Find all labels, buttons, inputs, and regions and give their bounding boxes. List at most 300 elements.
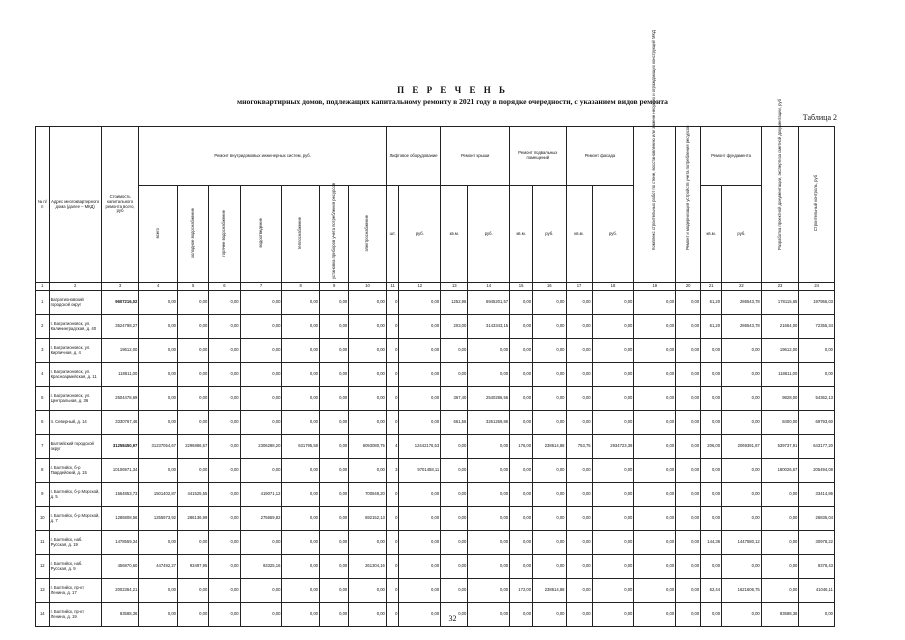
sub-header: кв.м. — [441, 186, 468, 283]
value-cell: 0,00 — [349, 363, 387, 387]
value-cell: 0,00 — [510, 603, 533, 627]
value-cell: 0,00 — [761, 531, 799, 555]
value-cell: 203,00 — [441, 315, 468, 339]
header-walls-text: Комплекс строительных работ по стене, восстановлению или замене несущих и ограждающих конструкций МКД — [651, 29, 657, 250]
value-cell: 72355,34 — [799, 315, 835, 339]
sub-header: шт. — [386, 186, 399, 283]
address-cell: п. Северный, д. 14 — [49, 411, 101, 435]
value-cell: 1286808,56 — [101, 507, 139, 531]
col-number: 17 — [566, 283, 592, 291]
value-cell: 0,00 — [282, 579, 320, 603]
value-cell: 0,00 — [566, 315, 592, 339]
address-cell: г. Балтийск, наб. Русская, д. 19 — [49, 531, 101, 555]
value-cell: 180026,67 — [761, 459, 799, 483]
col-number: 19 — [634, 283, 676, 291]
value-cell: 238614,88 — [533, 579, 566, 603]
value-cell: 0,00 — [701, 387, 722, 411]
value-cell: 0,00 — [799, 603, 835, 627]
value-cell: 0,00 — [761, 483, 799, 507]
col-number: 2 — [49, 283, 101, 291]
sub-header: кв.м. — [701, 186, 722, 283]
value-cell: 0,00 — [139, 531, 178, 555]
value-cell: 286543,78 — [722, 291, 762, 315]
value-cell: 0,00 — [533, 483, 566, 507]
header-row-sub — [36, 186, 835, 283]
col-number: 24 — [799, 283, 835, 291]
value-cell: 286543,78 — [722, 315, 762, 339]
value-cell: 1255973,92 — [139, 507, 178, 531]
value-cell: 0,00 — [399, 483, 441, 507]
sub-header: кв.м. — [566, 186, 592, 283]
value-cell: 0,00 — [676, 363, 701, 387]
value-cell: 0,00 — [282, 291, 320, 315]
value-cell: 0 — [386, 315, 399, 339]
value-cell: 0,00 — [139, 459, 178, 483]
value-cell: 0,00 — [468, 459, 510, 483]
table-body — [36, 291, 835, 627]
value-cell: 1252,96 — [441, 291, 468, 315]
header-cost: Стоимость капитального ремонта всего, руб — [101, 127, 139, 283]
value-cell: 0,00 — [799, 363, 835, 387]
value-cell: 0,00 — [701, 411, 722, 435]
value-cell: 0,00 — [566, 603, 592, 627]
value-cell: 0,00 — [722, 363, 762, 387]
value-cell: 0,00 — [566, 411, 592, 435]
value-cell: 0,00 — [349, 531, 387, 555]
value-cell: 0,00 — [349, 579, 387, 603]
sub-header-text: водоотведение — [257, 218, 263, 248]
value-cell: 0,00 — [177, 339, 208, 363]
value-cell: 0,00 — [592, 291, 634, 315]
value-cell: 0,00 — [240, 459, 282, 483]
value-cell: 0,00 — [282, 459, 320, 483]
value-cell: 0,00 — [349, 411, 387, 435]
value-cell: 447492,27 — [139, 555, 178, 579]
value-cell: 61,20 — [701, 315, 722, 339]
value-cell: 0,00 — [349, 603, 387, 627]
col-number: 7 — [240, 283, 282, 291]
value-cell: 0,00 — [676, 459, 701, 483]
value-cell: 0,00 — [701, 363, 722, 387]
value-cell: 0,00 — [566, 507, 592, 531]
col-number: 14 — [468, 283, 510, 291]
value-cell: 3 — [386, 459, 399, 483]
value-cell: 0,00 — [209, 579, 240, 603]
value-cell: 176,00 — [510, 435, 533, 459]
value-cell: 30978,22 — [799, 531, 835, 555]
header-foundation: Ремонт фундамента — [701, 127, 762, 186]
value-cell: 1501402,87 — [139, 483, 178, 507]
value-cell: 144,36 — [701, 531, 722, 555]
value-cell: 0,00 — [722, 459, 762, 483]
col-number: 8 — [282, 283, 320, 291]
sub-header: руб. — [399, 186, 441, 283]
col-number: 13 — [441, 283, 468, 291]
value-cell: 261304,16 — [349, 555, 387, 579]
value-cell: 41046,11 — [799, 579, 835, 603]
value-cell: 0,00 — [399, 579, 441, 603]
value-cell: 0,00 — [240, 363, 282, 387]
value-cell: 0,00 — [349, 459, 387, 483]
value-cell: 0,00 — [566, 555, 592, 579]
row-number-cell: 4 — [36, 363, 50, 387]
value-cell: 0,00 — [240, 531, 282, 555]
value-cell: 0,00 — [320, 363, 349, 387]
value-cell: 2296886,57 — [177, 435, 208, 459]
row-number-cell: 11 — [36, 531, 50, 555]
value-cell: 0,00 — [441, 459, 468, 483]
table-row — [36, 411, 835, 435]
value-cell: 0,00 — [761, 555, 799, 579]
value-cell: 0,00 — [282, 315, 320, 339]
sub-header — [209, 186, 240, 283]
value-cell: 0,00 — [320, 339, 349, 363]
value-cell: 0,00 — [701, 507, 722, 531]
value-cell: 33414,86 — [799, 483, 835, 507]
value-cell: 0,00 — [399, 603, 441, 627]
address-cell: г. Балтийск, б-р Морской, д. 7 — [49, 507, 101, 531]
value-cell: 0,00 — [634, 483, 676, 507]
value-cell: 0,00 — [209, 315, 240, 339]
value-cell: 0,00 — [177, 459, 208, 483]
col-number: 5 — [177, 283, 208, 291]
value-cell: 0,00 — [533, 339, 566, 363]
table-row — [36, 387, 835, 411]
value-cell: 0,00 — [320, 555, 349, 579]
value-cell: 1564853,73 — [101, 483, 139, 507]
value-cell: 0,00 — [399, 555, 441, 579]
value-cell: 0,00 — [209, 483, 240, 507]
value-cell: 1478559,34 — [101, 531, 139, 555]
value-cell: 0,00 — [634, 603, 676, 627]
sub-header — [177, 186, 208, 283]
value-cell: 0,00 — [320, 603, 349, 627]
value-cell: 0,00 — [676, 531, 701, 555]
value-cell: 93325,16 — [240, 555, 282, 579]
value-cell: 0,00 — [533, 555, 566, 579]
col-number: 10 — [349, 283, 387, 291]
row-number-cell: 14 — [36, 603, 50, 627]
address-cell: Балтийский городской округ — [49, 435, 101, 459]
value-cell: 0,00 — [592, 507, 634, 531]
col-number: 3 — [101, 283, 139, 291]
row-number-cell: 9 — [36, 483, 50, 507]
value-cell: 0,00 — [139, 603, 178, 627]
value-cell: 0,00 — [139, 363, 178, 387]
value-cell: 0,00 — [320, 459, 349, 483]
value-cell: 0,00 — [399, 291, 441, 315]
value-cell: 753,75 — [566, 435, 592, 459]
value-cell: 0,00 — [240, 387, 282, 411]
value-cell: 286136,99 — [177, 507, 208, 531]
value-cell: 0,00 — [533, 315, 566, 339]
header-meters-text: Ремонт и модернизация устройств учета потребления ресурсов — [684, 125, 690, 250]
value-cell: 0,00 — [349, 387, 387, 411]
value-cell: 2934723,39 — [592, 435, 634, 459]
value-cell: 0,00 — [761, 579, 799, 603]
value-cell: 0,00 — [209, 363, 240, 387]
value-cell: 206,00 — [701, 435, 722, 459]
value-cell: 0,00 — [634, 339, 676, 363]
value-cell: 0,00 — [634, 531, 676, 555]
value-cell: 238614,88 — [533, 435, 566, 459]
value-cell: 700848,20 — [349, 483, 387, 507]
value-cell: 197956,03 — [799, 291, 835, 315]
value-cell: 0,00 — [701, 555, 722, 579]
sub-header — [349, 186, 387, 283]
value-cell: 0,00 — [177, 291, 208, 315]
sub-header: руб. — [533, 186, 566, 283]
value-cell: 0,00 — [139, 315, 178, 339]
value-cell: 0,00 — [399, 339, 441, 363]
header-control-text: Строительный контроль, руб — [813, 175, 819, 232]
value-cell: 83588,36 — [761, 603, 799, 627]
col-number: 22 — [722, 283, 762, 291]
value-cell: 62,44 — [701, 579, 722, 603]
col-number: 12 — [399, 283, 441, 291]
value-cell: 0,00 — [676, 315, 701, 339]
value-cell: 0,00 — [566, 459, 592, 483]
value-cell: 0,00 — [634, 555, 676, 579]
header-num: № п/п — [36, 127, 50, 283]
value-cell: 0,00 — [510, 531, 533, 555]
value-cell: 61,20 — [701, 291, 722, 315]
sub-header — [282, 186, 320, 283]
value-cell: 0,00 — [533, 531, 566, 555]
value-cell: 0,00 — [240, 315, 282, 339]
sub-header-text: электроснабжение — [364, 214, 370, 252]
value-cell: 0 — [386, 363, 399, 387]
col-number: 21 — [701, 283, 722, 291]
row-number-cell: 2 — [36, 315, 50, 339]
value-cell: 0,00 — [722, 603, 762, 627]
value-cell: 0,00 — [510, 507, 533, 531]
value-cell: 118611,00 — [761, 363, 799, 387]
value-cell: 0,00 — [441, 555, 468, 579]
sub-header: руб. — [592, 186, 634, 283]
value-cell: 6945201,57 — [468, 291, 510, 315]
value-cell: 0,00 — [320, 315, 349, 339]
value-cell: 54362,13 — [799, 387, 835, 411]
value-cell: 0,00 — [533, 603, 566, 627]
value-cell: 118611,00 — [101, 363, 139, 387]
col-number: 9 — [320, 283, 349, 291]
sub-header — [240, 186, 282, 283]
value-cell: 0 — [386, 531, 399, 555]
value-cell: 0,00 — [533, 363, 566, 387]
value-cell: 0,00 — [441, 507, 468, 531]
value-cell: 0,00 — [510, 555, 533, 579]
value-cell: 0,00 — [799, 339, 835, 363]
value-cell: 441525,55 — [177, 483, 208, 507]
address-cell: г. Балтийск, наб. Русская, д. 9 — [49, 555, 101, 579]
value-cell: 0,00 — [566, 579, 592, 603]
address-cell: г. Багратионовск, ул. Красноармейская, д. 11 — [49, 363, 101, 387]
value-cell: 0,00 — [320, 483, 349, 507]
table-label: Таблица 2 — [802, 113, 837, 122]
value-cell: 19612,00 — [101, 339, 139, 363]
value-cell: 0,00 — [592, 459, 634, 483]
value-cell: 0,00 — [441, 363, 468, 387]
value-cell: 539737,91 — [761, 435, 799, 459]
value-cell: 26835,04 — [799, 507, 835, 531]
value-cell: 0 — [386, 291, 399, 315]
value-cell: 9828,00 — [761, 387, 799, 411]
value-cell: 0,00 — [399, 315, 441, 339]
row-number-cell: 8 — [36, 459, 50, 483]
value-cell: 0,00 — [592, 411, 634, 435]
document-subtitle: многоквартирных домов, подлежащих капитальному ремонту в 2021 году в порядке очередности, с указанием видов ремонта — [237, 97, 668, 106]
col-number: 1 — [36, 283, 50, 291]
value-cell: 0,00 — [320, 579, 349, 603]
value-cell: 0,00 — [592, 339, 634, 363]
sub-header — [320, 182, 349, 283]
value-cell: 0,00 — [282, 531, 320, 555]
value-cell: 0,00 — [399, 387, 441, 411]
value-cell: 0,00 — [320, 531, 349, 555]
value-cell: 0,00 — [177, 531, 208, 555]
value-cell: 0,00 — [722, 411, 762, 435]
value-cell: 2604478,69 — [101, 387, 139, 411]
value-cell: 0,00 — [282, 363, 320, 387]
table-row — [36, 579, 835, 603]
address-cell: г. Балтийск, б-р Морской, д. 5 — [49, 483, 101, 507]
sub-header-text: горячее водоснабжение — [221, 209, 227, 257]
value-cell: 3143343,15 — [468, 315, 510, 339]
value-cell: 0,00 — [722, 483, 762, 507]
value-cell: 0,00 — [282, 507, 320, 531]
value-cell: 0,00 — [634, 315, 676, 339]
value-cell: 0,00 — [240, 291, 282, 315]
value-cell: 0,00 — [701, 483, 722, 507]
value-cell: 3261269,86 — [468, 411, 510, 435]
table-row — [36, 435, 835, 459]
col-number: 23 — [761, 283, 799, 291]
value-cell: 0,00 — [320, 507, 349, 531]
value-cell: 0,00 — [510, 459, 533, 483]
value-cell: 2002364,21 — [101, 579, 139, 603]
value-cell: 0,00 — [566, 483, 592, 507]
value-cell: 0,00 — [533, 291, 566, 315]
header-meters — [676, 127, 701, 283]
header-basement: Ремонт подвальных помещений — [510, 127, 566, 186]
value-cell: 0,00 — [139, 291, 178, 315]
header-row-top — [36, 127, 835, 186]
value-cell: 0,00 — [566, 531, 592, 555]
value-cell: 0,00 — [634, 459, 676, 483]
header-control — [799, 127, 835, 283]
value-cell: 0,00 — [592, 603, 634, 627]
value-cell: 0,00 — [676, 435, 701, 459]
value-cell: 3524798,27 — [101, 315, 139, 339]
value-cell: 0,00 — [139, 339, 178, 363]
column-number-row — [36, 283, 835, 291]
address-cell: г. Балтийск, пр-кт Ленина, д. 17 — [49, 579, 101, 603]
value-cell: 275659,82 — [240, 507, 282, 531]
address-cell: Багратионовский городской округ — [49, 291, 101, 315]
table-row — [36, 315, 835, 339]
value-cell: 0,00 — [634, 411, 676, 435]
value-cell: 0,00 — [139, 579, 178, 603]
address-cell: г. Балтийск, пр-кт Ленина, д. 19 — [49, 603, 101, 627]
header-design-text: Разработка проектной документации, экспертиза сметной документации, руб — [776, 98, 782, 250]
sub-header — [139, 186, 178, 283]
value-cell: 0 — [386, 579, 399, 603]
row-number-cell: 6 — [36, 411, 50, 435]
value-cell: 0,00 — [282, 603, 320, 627]
value-cell: 0,00 — [468, 579, 510, 603]
value-cell: 0,00 — [722, 555, 762, 579]
value-cell: 0,00 — [240, 603, 282, 627]
value-cell: 0,00 — [399, 411, 441, 435]
value-cell: 69793,60 — [799, 411, 835, 435]
value-cell: 0 — [386, 339, 399, 363]
value-cell: 0,00 — [209, 387, 240, 411]
col-number: 6 — [209, 283, 240, 291]
value-cell: 0 — [386, 411, 399, 435]
value-cell: 0,00 — [468, 435, 510, 459]
table-row — [36, 363, 835, 387]
value-cell: 0,00 — [349, 291, 387, 315]
row-number-cell: 13 — [36, 579, 50, 603]
value-cell: 0,00 — [761, 507, 799, 531]
table-row — [36, 483, 835, 507]
value-cell: 9607216,02 — [101, 291, 139, 315]
value-cell: 0,00 — [676, 555, 701, 579]
value-cell: 10106971,34 — [101, 459, 139, 483]
value-cell: 0,00 — [349, 315, 387, 339]
value-cell: 31237054,67 — [139, 435, 178, 459]
header-engineering: Ремонт внутридомовых инженерных систем, руб. — [139, 127, 387, 186]
value-cell: 178115,65 — [761, 291, 799, 315]
value-cell: 0,00 — [441, 483, 468, 507]
value-cell: 0 — [386, 603, 399, 627]
value-cell: 0,00 — [282, 483, 320, 507]
value-cell: 0,00 — [468, 483, 510, 507]
col-number: 20 — [676, 283, 701, 291]
value-cell: 0,00 — [441, 339, 468, 363]
value-cell: 0,00 — [282, 411, 320, 435]
address-cell: г. Багратионовск, ул. Калининградская, д. 40 — [49, 315, 101, 339]
sub-header: кв.м. — [510, 186, 533, 283]
row-number-cell: 12 — [36, 555, 50, 579]
value-cell: 0 — [386, 387, 399, 411]
value-cell: 83588,36 — [101, 603, 139, 627]
value-cell: 0 — [386, 483, 399, 507]
row-number-cell: 5 — [36, 387, 50, 411]
value-cell: 0,00 — [320, 411, 349, 435]
value-cell: 0,00 — [139, 411, 178, 435]
value-cell: 0,00 — [676, 339, 701, 363]
header-address: Адрес многоквартирного дома (далее – МКД) — [49, 127, 101, 283]
value-cell: 0,00 — [320, 435, 349, 459]
value-cell: 456870,60 — [101, 555, 139, 579]
sub-header-text: установка приборов учета потребления ресурсов — [330, 182, 336, 280]
value-cell: 419071,12 — [240, 483, 282, 507]
value-cell: 0,00 — [566, 339, 592, 363]
value-cell: 0,00 — [533, 411, 566, 435]
value-cell: 1447580,12 — [722, 531, 762, 555]
value-cell: 0,00 — [676, 483, 701, 507]
value-cell: 0,00 — [722, 339, 762, 363]
sub-header: руб. — [722, 186, 762, 283]
page-number: 32 — [448, 614, 457, 623]
value-cell: 0,00 — [177, 315, 208, 339]
value-cell: 0,00 — [282, 387, 320, 411]
value-cell: 0,00 — [510, 315, 533, 339]
value-cell: 631795,58 — [282, 435, 320, 459]
col-number: 15 — [510, 283, 533, 291]
